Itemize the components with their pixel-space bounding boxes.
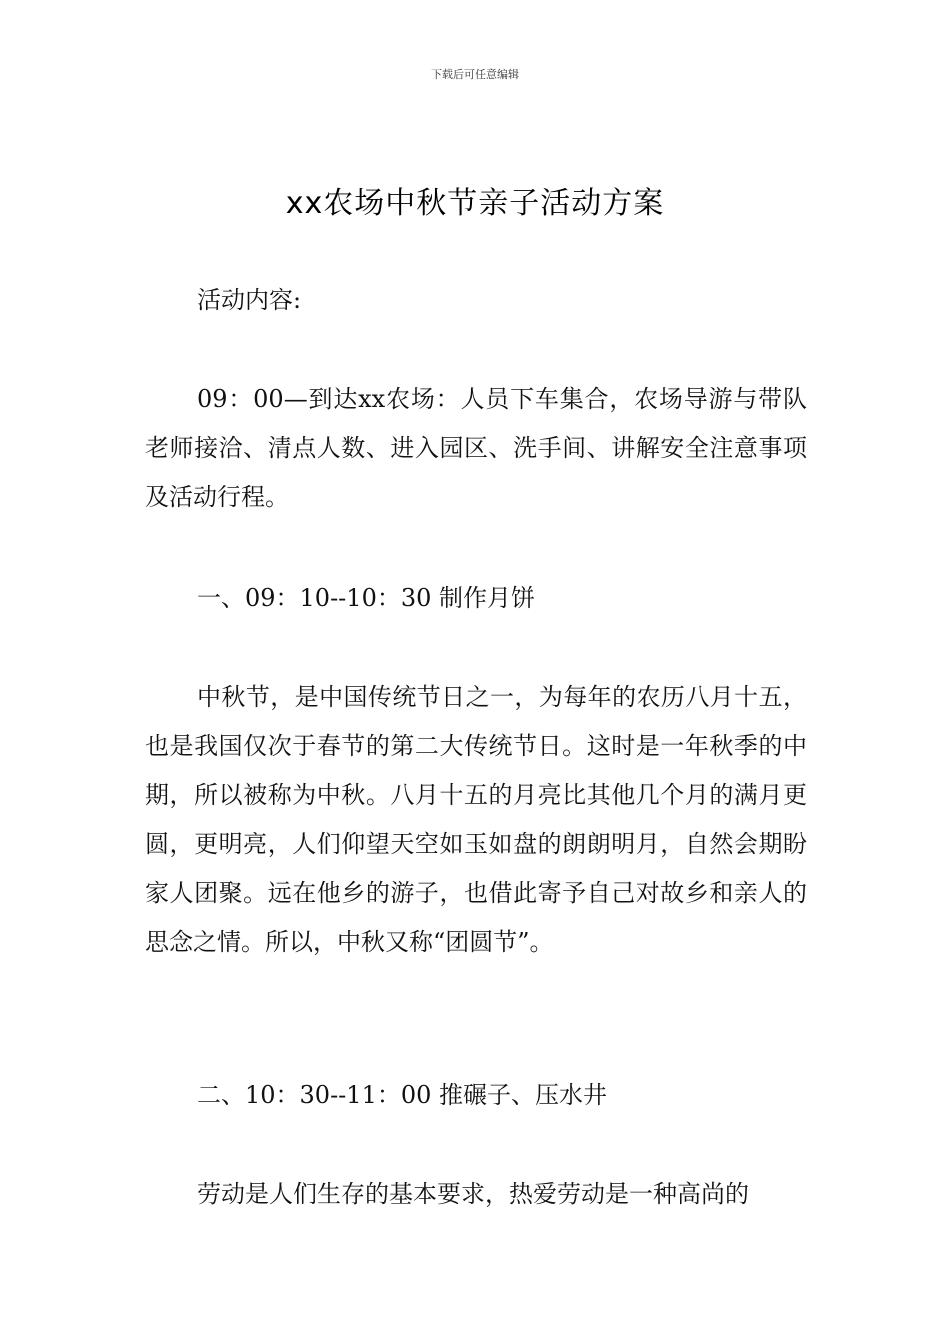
document-title: xx农场中秋节亲子活动方案 xyxy=(285,186,665,221)
paragraph-labor: 劳动是人们生存的基本要求，热爱劳动是一种高尚的 xyxy=(197,1180,749,1208)
header-note: 下载后可任意编辑 xyxy=(431,68,519,81)
section-heading-millstone: 二、10：30--11：00 推碾子、压水井 xyxy=(197,1081,608,1109)
paragraph-activity-content: 活动内容: xyxy=(197,286,302,314)
paragraph-arrival: 09：00—到达xx农场：人员下车集合，农场导游与带队老师接洽、清点人数、进入园区、洗手间、讲解安全注意事项及活动行程。 xyxy=(145,385,807,511)
section-heading-mooncake: 一、09：10--10：30 制作月饼 xyxy=(197,584,536,612)
paragraph-mid-autumn-intro: 中秋节，是中国传统节日之一，为每年的农历八月十五，也是我国仅次于春节的第二大传统节日。这时是一年秋季的中期，所以被称为中秋。八月十五的月亮比其他几个月的满月更圆，更明亮，人们仰望天空如玉如盘的朗朗明月，自然会期盼家人团聚。远在他乡的游子，也借此寄予自己对故乡和亲人的思念之情。所以，中秋又称“团圆节”。 xyxy=(145,683,807,956)
